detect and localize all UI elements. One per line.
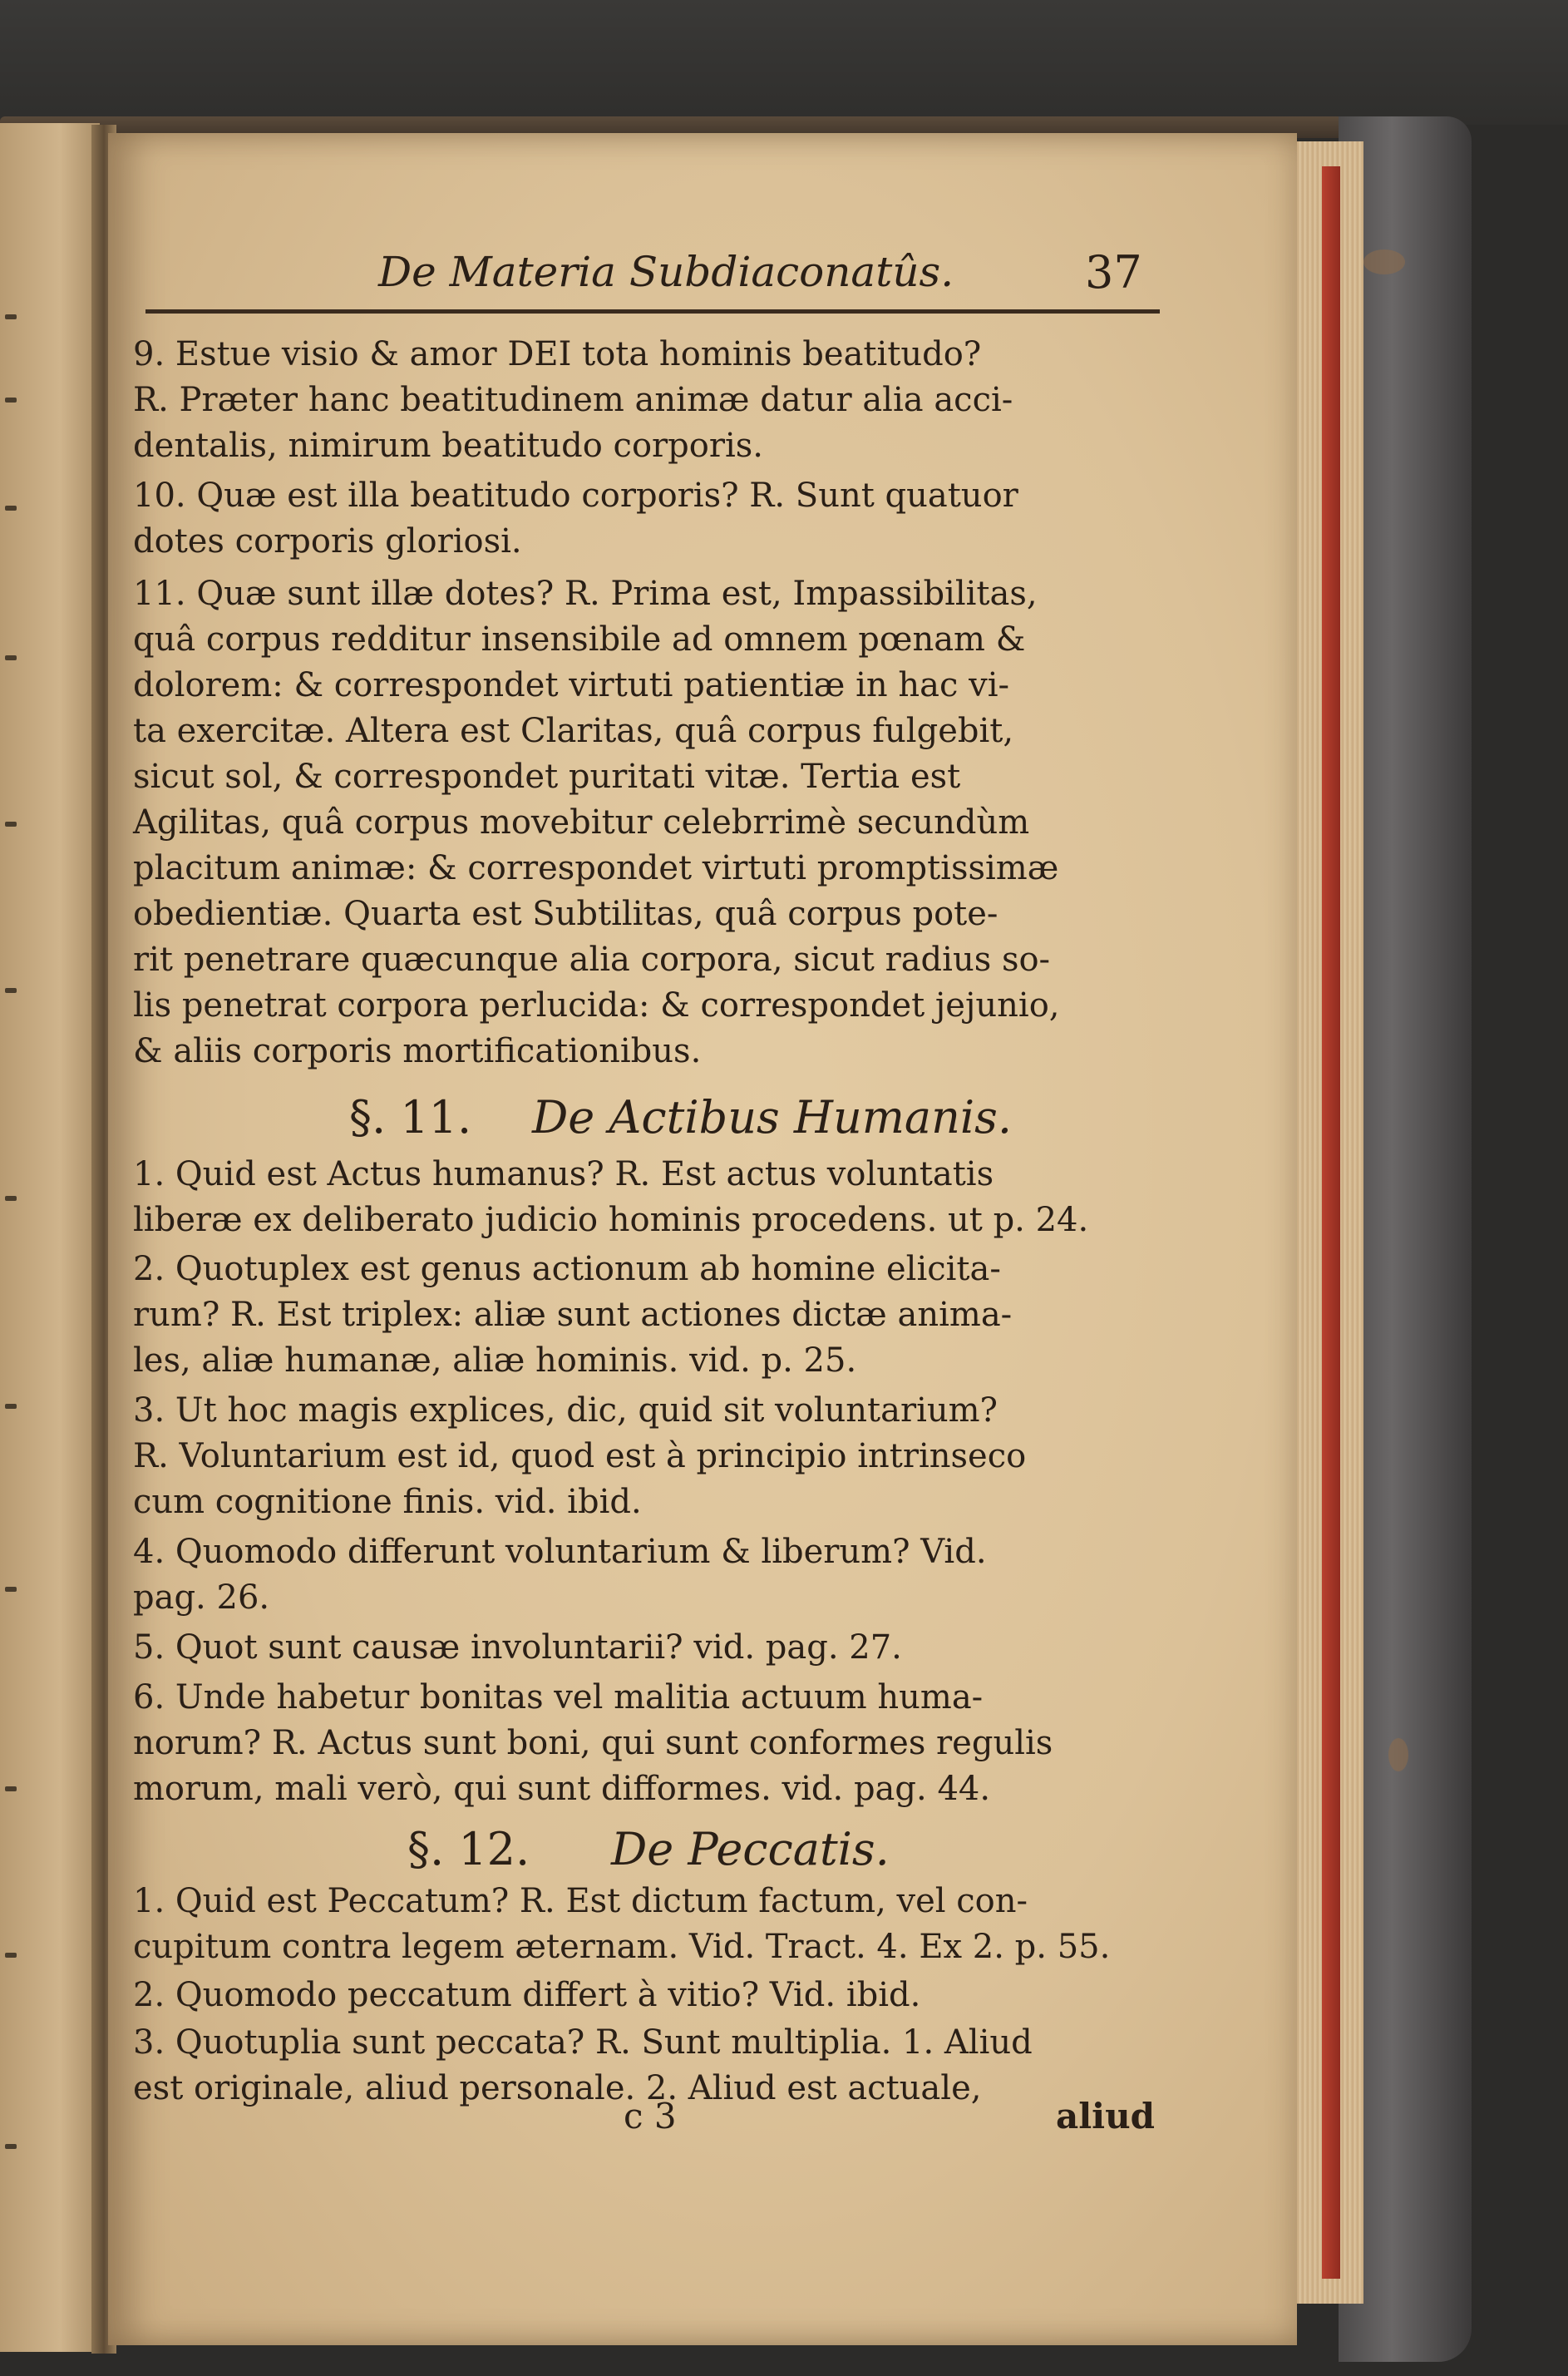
text-line: 11. Quæ sunt illæ dotes? R. Prima est, Impassibilitas, <box>133 575 1038 613</box>
catchword: aliud <box>1056 2096 1156 2136</box>
text-line: quâ corpus redditur insensibile ad omnem pœnam & <box>133 620 1026 659</box>
text-line: 1. Quid est Peccatum? R. Est dictum factum, vel con- <box>133 1882 1028 1920</box>
text-line: 6. Unde habetur bonitas vel malitia actuum huma- <box>133 1678 984 1717</box>
left-page-glyph <box>5 2144 17 2149</box>
text-line: 5. Quot sunt causæ involuntarii? vid. pag. 27. <box>133 1628 902 1667</box>
text-line: obedientiæ. Quarta est Subtilitas, quâ corpus pote- <box>133 895 998 933</box>
cover-wear <box>1388 1738 1408 1771</box>
text-line: pag. 26. <box>133 1578 270 1617</box>
text-line: morum, mali verò, qui sunt difformes. vid. pag. 44. <box>133 1770 991 1808</box>
text-line: R. Voluntarium est id, quod est à principio intrinseco <box>133 1437 1027 1475</box>
text-line: norum? R. Actus sunt boni, qui sunt conformes regulis <box>133 1724 1053 1762</box>
text-line: rit penetrare quæcunque alia corpora, sicut radius so- <box>133 941 1051 979</box>
red-page-edge <box>1322 166 1340 2279</box>
section-number: §. 11. <box>349 1091 472 1144</box>
cover-wear <box>1363 249 1405 274</box>
left-page-edge <box>0 123 100 2352</box>
left-page-glyph <box>5 1196 17 1201</box>
header-rule <box>145 309 1160 314</box>
left-page-glyph <box>5 1953 17 1958</box>
text-line: R. Præter hanc beatitudinem animæ datur alia acci- <box>133 381 1013 419</box>
left-page-glyph <box>5 506 17 511</box>
text-line: dolorem: & correspondet virtuti patientiæ in hac vi- <box>133 666 1010 704</box>
section-title: De Peccatis. <box>611 1823 890 1875</box>
text-line: ta exercitæ. Altera est Claritas, quâ corpus fulgebit, <box>133 712 1014 750</box>
text-line: liberæ ex deliberato judicio hominis procedens. ut p. 24. <box>133 1201 1089 1239</box>
text-line: & aliis corporis mortificationibus. <box>133 1032 702 1070</box>
text-line: placitum animæ: & correspondet virtuti promptissimæ <box>133 849 1059 887</box>
left-page-glyph <box>5 1404 17 1409</box>
text-line: est originale, aliud personale. 2. Aliud est actuale, <box>133 2069 982 2107</box>
text-line: 3. Quotuplia sunt peccata? R. Sunt multiplia. 1. Aliud <box>133 2023 1033 2062</box>
text-line: 10. Quæ est illa beatitudo corporis? R. Sunt quatuor <box>133 477 1018 515</box>
left-page-glyph <box>5 655 17 660</box>
text-line: dotes corporis gloriosi. <box>133 522 522 561</box>
signature-mark: c 3 <box>624 2096 677 2136</box>
left-page-glyph <box>5 988 17 993</box>
running-header: De Materia Subdiaconatûs. <box>378 248 954 296</box>
text-line: cum cognitione finis. vid. ibid. <box>133 1483 642 1521</box>
section-title: De Actibus Humanis. <box>532 1091 1013 1144</box>
left-page-glyph <box>5 1587 17 1592</box>
background <box>0 0 1568 125</box>
page-number: 37 <box>1085 246 1142 299</box>
text-line: dentalis, nimirum beatitudo corporis. <box>133 427 763 465</box>
text-line: Agilitas, quâ corpus movebitur celebrrimè secundùm <box>133 803 1030 842</box>
text-line: 4. Quomodo differunt voluntarium & liberum? Vid. <box>133 1533 987 1571</box>
text-line: lis penetrat corpora perlucida: & correspondet jejunio, <box>133 986 1060 1025</box>
text-line: 3. Ut hoc magis explices, dic, quid sit voluntarium? <box>133 1391 998 1430</box>
text-line: cupitum contra legem æternam. Vid. Tract. 4. Ex 2. p. 55. <box>133 1928 1111 1966</box>
text-line: sicut sol, & correspondet puritati vitæ. Tertia est <box>133 758 961 796</box>
text-line: 1. Quid est Actus humanus? R. Est actus voluntatis <box>133 1155 994 1193</box>
text-line: les, aliæ humanæ, aliæ hominis. vid. p. 25. <box>133 1341 857 1380</box>
left-page-glyph <box>5 1786 17 1791</box>
text-line: 2. Quomodo peccatum differt à vitio? Vid. ibid. <box>133 1976 921 2014</box>
left-page-glyph <box>5 822 17 827</box>
text-line: 9. Estue visio & amor DEI tota hominis beatitudo? <box>133 335 982 373</box>
text-line: 2. Quotuplex est genus actionum ab homine elicita- <box>133 1250 1001 1288</box>
left-page-glyph <box>5 314 17 319</box>
text-line: rum? R. Est triplex: aliæ sunt actiones dictæ anima- <box>133 1296 1013 1334</box>
left-page-glyph <box>5 398 17 403</box>
section-number: §. 12. <box>407 1823 530 1875</box>
